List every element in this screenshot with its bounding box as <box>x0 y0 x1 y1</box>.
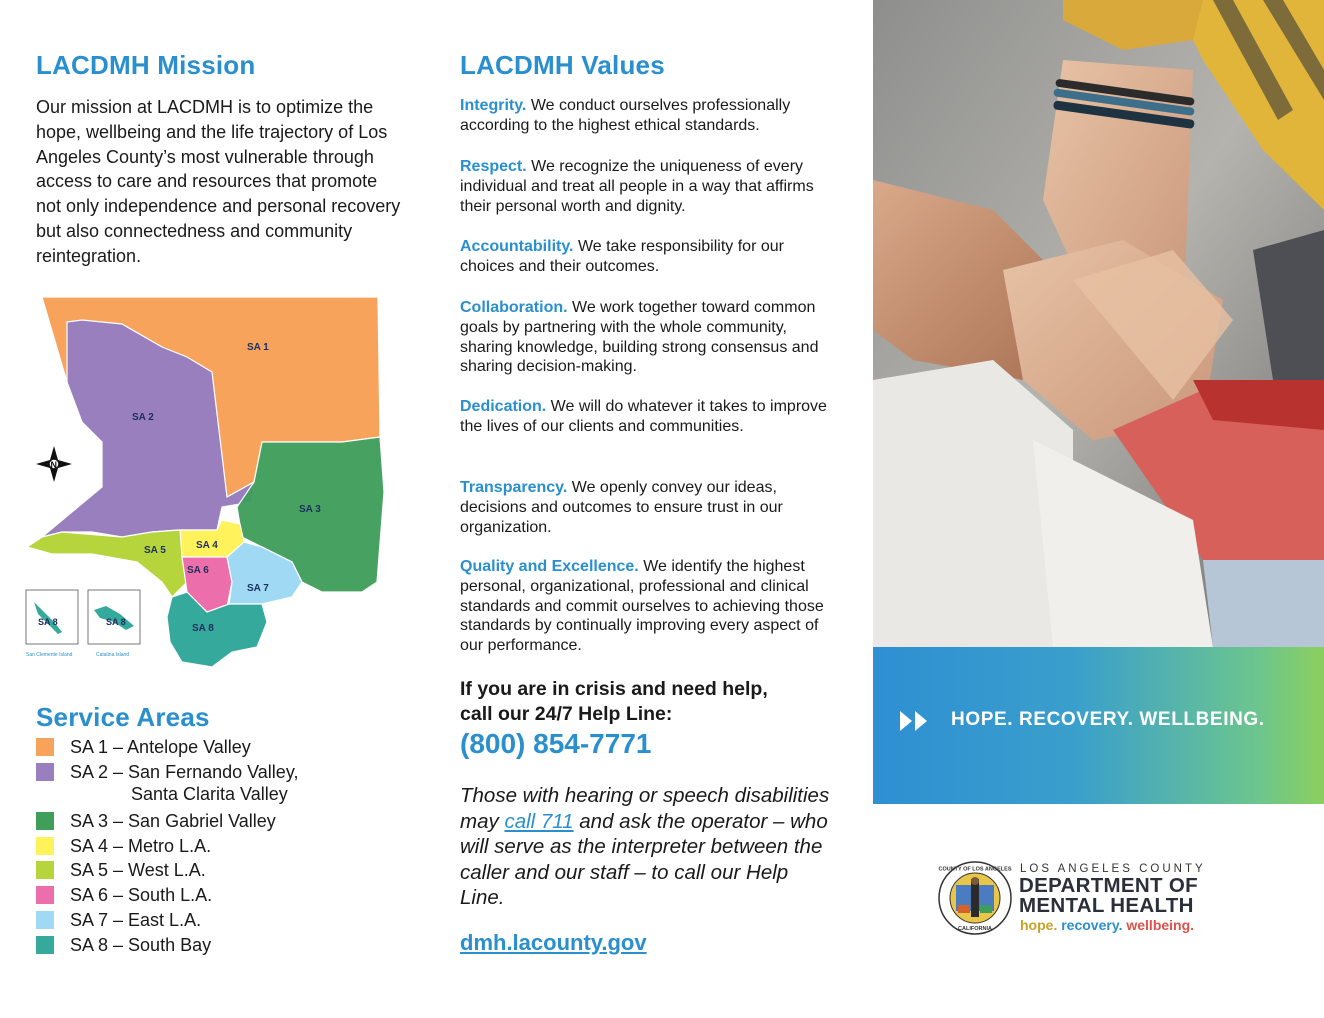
legend-label-cont: Santa Clarita Valley <box>131 783 288 804</box>
inset-caption-1: San Clemente Island <box>26 652 73 658</box>
value-text: We recognize the uniqueness of every individual and treat all people in a way that affirms their personal worth and dignity. <box>460 158 814 215</box>
call-711-link[interactable]: call 711 <box>504 809 574 833</box>
legend-swatch <box>36 936 54 954</box>
values-heading: LACDMH Values <box>460 50 665 80</box>
value-name: Transparency. <box>460 479 568 496</box>
hearing-text-post: and ask the operator – who will serve as the interpreter between the caller and our staff – to call our Help Line. <box>460 809 828 909</box>
help-line-phone[interactable]: (800) 854-7771 <box>460 728 652 759</box>
legend-item <box>36 810 396 835</box>
legend-item <box>36 934 396 959</box>
value-item <box>460 237 828 277</box>
logo-department <box>1019 876 1198 916</box>
value-item <box>460 157 828 216</box>
dmh-logo <box>938 860 1228 940</box>
legend-label: SA 8 – South Bay <box>70 934 212 955</box>
legend-item <box>36 909 396 934</box>
inset-catalina <box>88 590 140 658</box>
map-label-sa3: SA 3 <box>299 504 321 515</box>
mission-heading: LACDMH Mission <box>36 50 256 80</box>
legend-label: SA 2 – San Fernando Valley, <box>70 761 299 782</box>
logo-county: LOS ANGELES COUNTY <box>1020 863 1206 875</box>
map-label-sa4: SA 4 <box>196 540 218 551</box>
legend-swatch <box>36 763 54 781</box>
value-text: We identify the highest personal, organizational, professional and clinical standards and commit ourselves to achieving those standards by continually improving every aspect of our performance. <box>460 558 824 655</box>
value-name: Collaboration. <box>460 299 568 316</box>
svg-text:N: N <box>50 460 57 470</box>
tag-recovery: recovery. <box>1061 917 1123 933</box>
legend-item <box>36 736 396 761</box>
value-name: Quality and Excellence. <box>460 558 639 575</box>
mission-section <box>36 50 406 269</box>
value-item <box>460 298 828 377</box>
logo-dept-line2: MENTAL HEALTH <box>1019 894 1194 917</box>
inset-san-clemente <box>26 590 78 658</box>
value-item <box>460 96 828 136</box>
legend-label: SA 3 – San Gabriel Valley <box>70 811 276 832</box>
legend-item <box>36 859 396 884</box>
legend-swatch <box>36 886 54 904</box>
values-section <box>460 50 830 655</box>
value-item <box>460 557 828 656</box>
value-name: Accountability. <box>460 238 574 255</box>
service-areas-legend <box>36 736 396 958</box>
legend-label: SA 4 – Metro L.A. <box>70 835 212 856</box>
map-label-sa5: SA 5 <box>144 545 166 556</box>
banner-tagline: HOPE. RECOVERY. WELLBEING. <box>951 709 1265 730</box>
legend-item <box>36 761 396 810</box>
tag-hope: hope. <box>1020 917 1058 933</box>
legend-swatch <box>36 812 54 830</box>
map-region-sa5 <box>27 530 187 597</box>
map-label-sa8: SA 8 <box>192 623 214 634</box>
legend-label: SA 6 – South L.A. <box>70 885 213 906</box>
value-text: We will do whatever it takes to improve the lives of our clients and communities. <box>460 398 827 435</box>
legend-swatch <box>36 738 54 756</box>
legend-label: SA 7 – East L.A. <box>70 909 202 930</box>
legend-swatch <box>36 861 54 879</box>
value-name: Dedication. <box>460 398 547 415</box>
map-label-sa7: SA 7 <box>247 583 269 594</box>
hearing-impaired-note <box>460 783 830 911</box>
seal-text-top: COUNTY OF LOS ANGELES <box>938 866 1012 873</box>
mission-text: Our mission at LACDMH is to optimize the hope, wellbeing and the life trajectory of Los Angeles County’s most vulnerable through access to care and resources that promote not only independence and personal recovery but also connectedness and community reintegration. <box>36 97 401 266</box>
logo-dept-line1: DEPARTMENT OF <box>1019 874 1198 897</box>
hands-photo-illustration <box>873 0 1324 647</box>
value-text: We work together toward common goals by partnering with the whole community, sharing knowledge, building strong consensus and sharing decision-making. <box>460 299 819 376</box>
service-area-map <box>22 292 392 672</box>
website-link[interactable]: dmh.lacounty.gov <box>460 930 647 955</box>
crisis-line-1: If you are in crisis and need help, <box>460 678 768 700</box>
value-text: We openly convey our ideas, decisions and outcomes to ensure trust in our organization. <box>460 479 783 536</box>
legend-label: SA 5 – West L.A. <box>70 860 206 881</box>
hearing-text-pre: Those with hearing or speech disabilities may <box>460 784 830 833</box>
fast-forward-icon <box>900 711 930 731</box>
hands-together-photo <box>873 0 1324 647</box>
value-text: We take responsibility for our choices and their outcomes. <box>460 238 784 275</box>
county-seal-icon <box>938 861 1012 935</box>
value-name: Respect. <box>460 158 527 175</box>
legend-swatch <box>36 837 54 855</box>
legend-label: SA 1 – Antelope Valley <box>70 737 251 757</box>
legend-swatch <box>36 911 54 929</box>
inset-label-2: SA 8 <box>106 617 126 627</box>
value-name: Integrity. <box>460 97 527 114</box>
inset-label-1: SA 8 <box>38 617 58 627</box>
value-text: We conduct ourselves professionally according to the highest ethical standards. <box>460 97 791 134</box>
legend-item <box>36 884 396 909</box>
seal-text-bottom: CALIFORNIA <box>958 926 992 932</box>
value-item <box>460 397 828 437</box>
legend-item <box>36 835 396 860</box>
crisis-line-2: call our 24/7 Help Line: <box>460 703 673 725</box>
tagline-banner <box>873 647 1324 804</box>
service-areas-heading: Service Areas <box>36 702 210 732</box>
logo-tagline <box>1020 917 1194 933</box>
crisis-message <box>460 677 840 727</box>
map-label-sa1: SA 1 <box>247 342 269 353</box>
value-item <box>460 478 828 537</box>
inset-caption-2: Catalina Island <box>96 652 130 658</box>
map-label-sa2: SA 2 <box>132 412 154 423</box>
map-label-sa6: SA 6 <box>187 565 209 576</box>
compass-icon <box>36 446 72 482</box>
legend-label-wrap <box>70 761 298 805</box>
tag-wellbeing: wellbeing. <box>1126 917 1195 933</box>
